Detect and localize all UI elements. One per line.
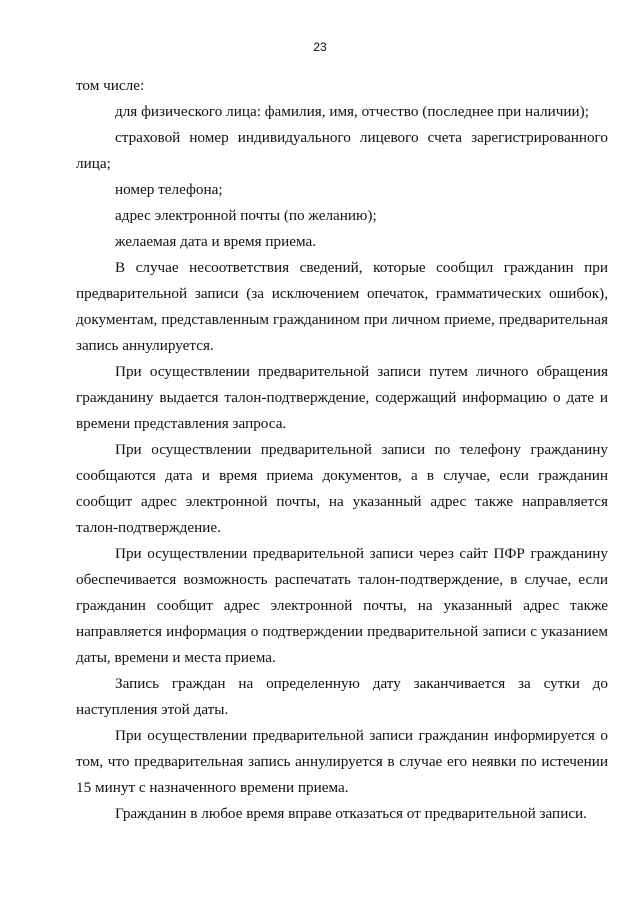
document-body xyxy=(76,73,608,827)
paragraph-mismatch: В случае несоответствия сведений, которые сообщил гражданин при предварительной записи (за исключением опечаток, грамматических ошибок), документам, представленным гражданином при личном приеме, предварительная запись аннулируется. xyxy=(76,259,608,354)
paragraph-continuation: том числе: xyxy=(76,77,145,94)
paragraph-right-to-cancel: Гражданин в любое время вправе отказаться от предварительной записи. xyxy=(115,805,587,822)
list-item-phone: номер телефона; xyxy=(115,181,223,198)
paragraph-personal-visit: При осуществлении предварительной записи путем личного обращения гражданину выдается талон-подтверждение, содержащий информацию о дате и времени представления запроса. xyxy=(76,363,608,432)
paragraph-phone-booking: При осуществлении предварительной записи по телефону гражданину сообщаются дата и время приема документов, а в случае, если гражданин сообщит адрес электронной почты, на указанный адрес также направляется талон-подтверждение. xyxy=(76,441,608,536)
list-item-email: адрес электронной почты (по желанию); xyxy=(115,207,377,224)
paragraph-website-booking: При осуществлении предварительной записи через сайт ПФР гражданину обеспечивается возможность распечатать талон-подтверждение, в случае, если гражданин сообщит адрес электронной почты, на указанный адрес также направляется информация о подтверждении предварительной записи с указанием даты, времени и места приема. xyxy=(76,545,608,666)
list-item-date-time: желаемая дата и время приема. xyxy=(115,233,317,250)
page-number: 23 xyxy=(313,40,327,54)
paragraph-cancellation-rule: При осуществлении предварительной записи гражданин информируется о том, что предварительная запись аннулируется в случае его неявки по истечении 15 минут с назначенного времени приема. xyxy=(76,727,608,796)
paragraph-booking-deadline: Запись граждан на определенную дату заканчивается за сутки до наступления этой даты. xyxy=(76,675,608,718)
list-item-insurance-number: страховой номер индивидуального лицевого счета зарегистрированного лица; xyxy=(76,129,608,172)
list-item-full-name: для физического лица: фамилия, имя, отчество (последнее при наличии); xyxy=(115,103,589,120)
